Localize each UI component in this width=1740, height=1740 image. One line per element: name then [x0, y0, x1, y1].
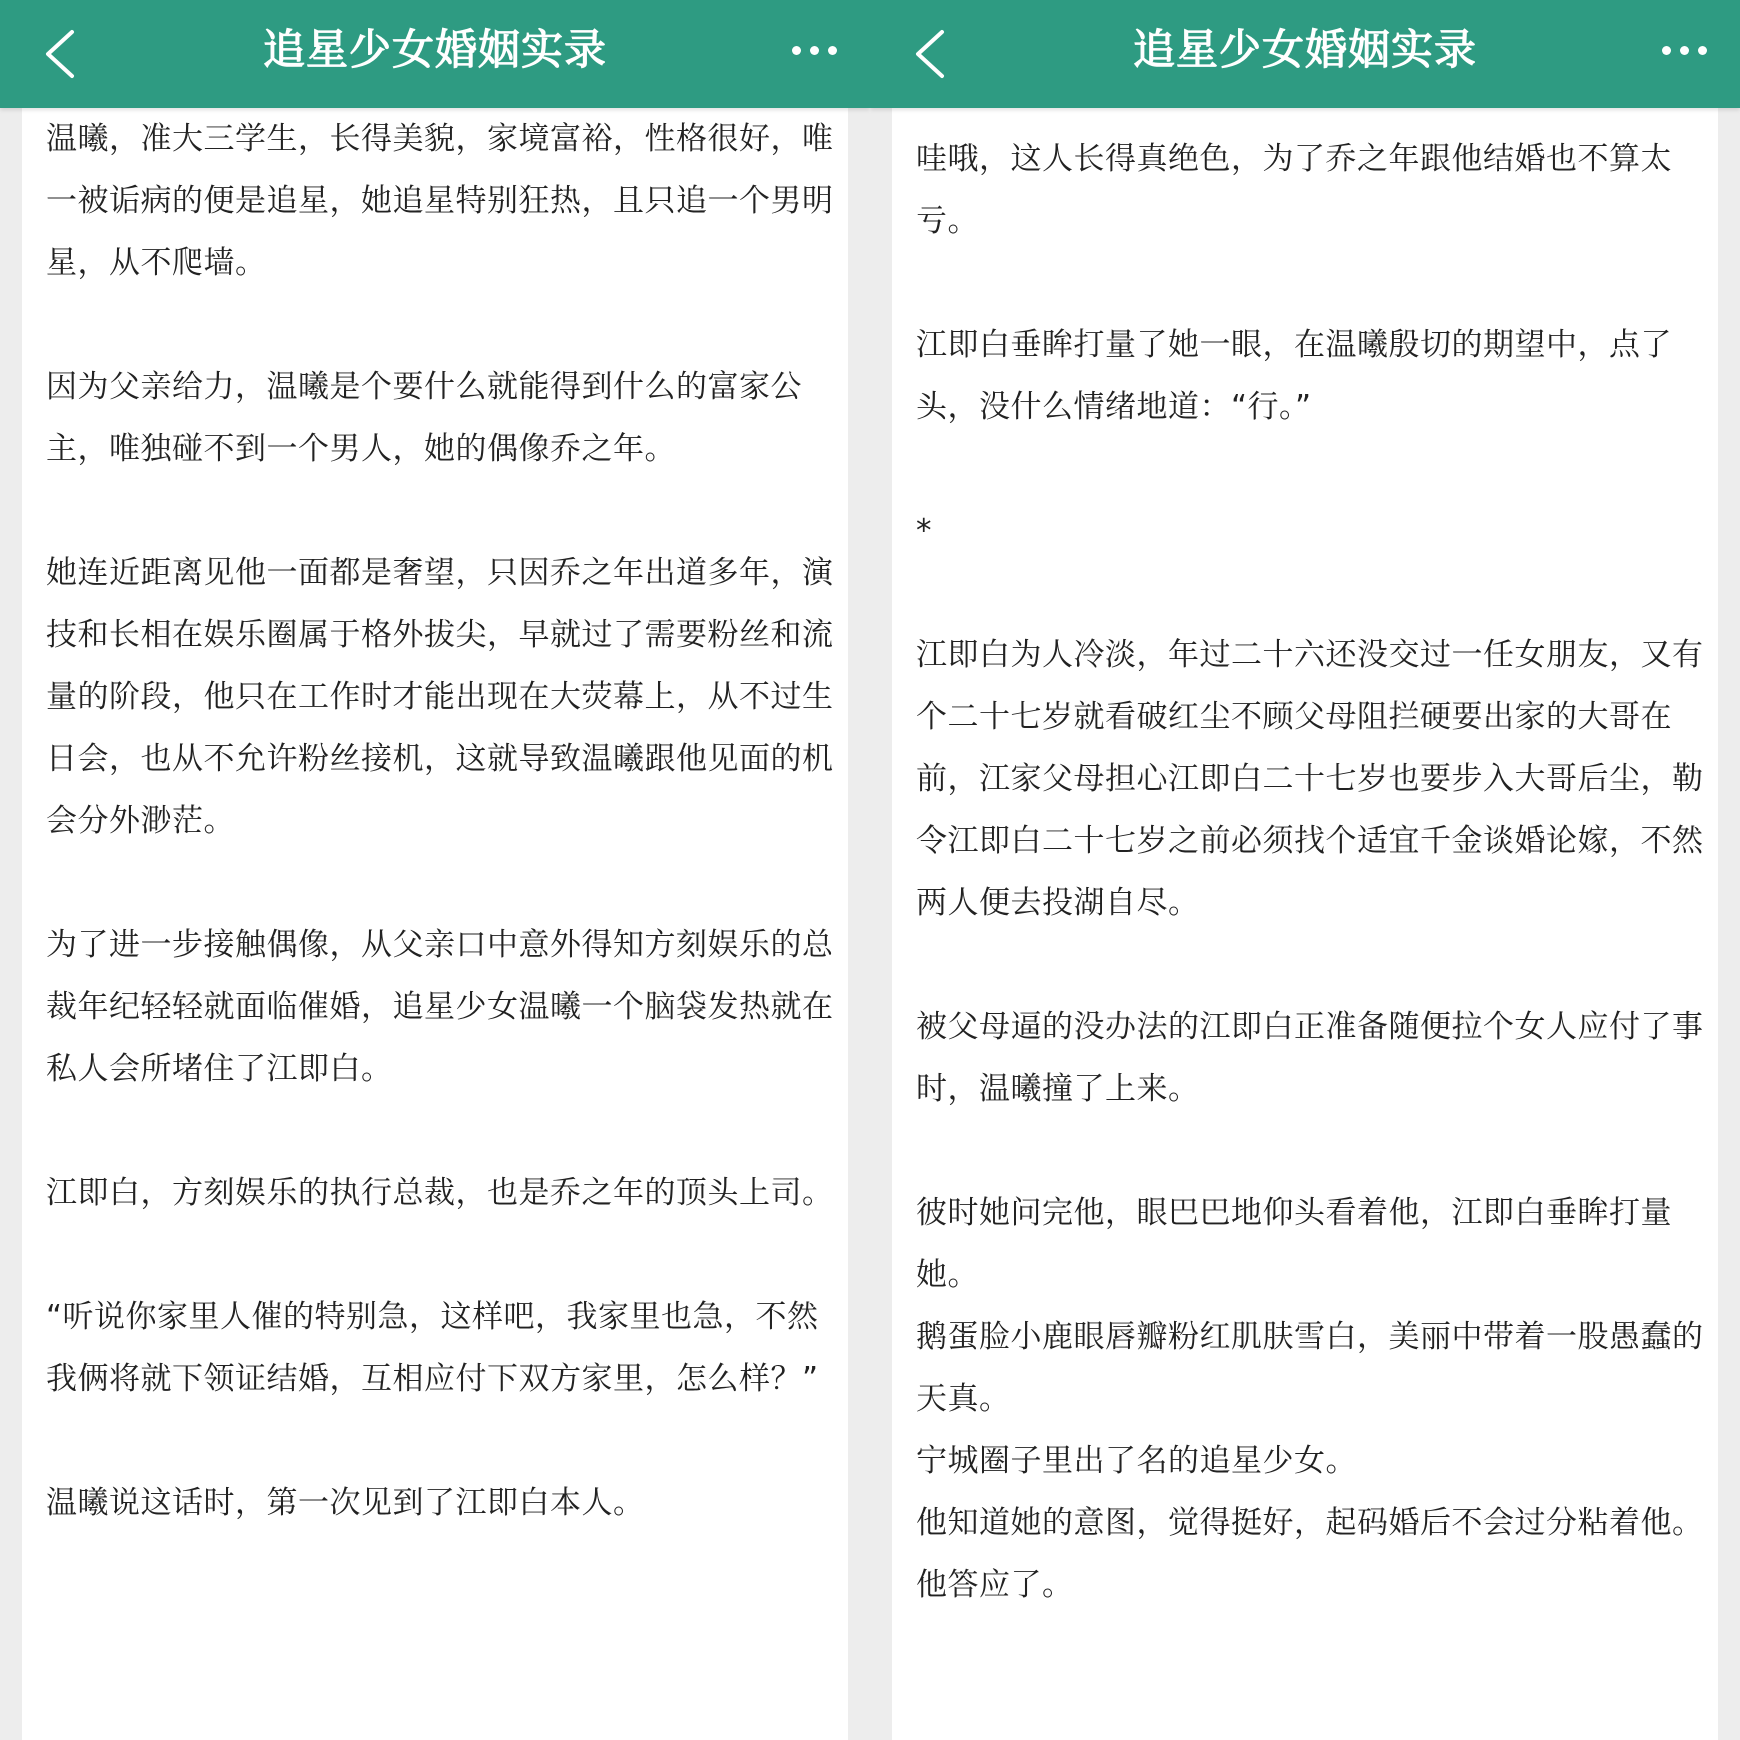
- chapter-text: [916, 128, 1706, 1616]
- paragraph: 江即白为人冷淡，年过二十六还没交过一任女朋友，又有个二十七岁就看破红尘不顾父母阻拦硬要出家的大哥在前，江家父母担心江即白二十七岁也要步入大哥后尘，勒令江即白二十七岁之前必须找个适宜千金谈婚论嫁，不然两人便去投湖自尽。: [916, 637, 1704, 921]
- paragraph: 温曦说这话时，第一次见到了江即白本人。: [46, 1485, 645, 1521]
- more-horizontal-icon[interactable]: [790, 28, 840, 72]
- paragraph: “听说你家里人催的特别急，这样吧，我家里也急，不然我俩将就下领证结婚，互相应付下双方家里，怎么样？”: [46, 1299, 819, 1397]
- reader-page[interactable]: [892, 108, 1718, 1740]
- more-horizontal-icon[interactable]: [1660, 28, 1710, 72]
- paragraph: 她连近距离见他一面都是奢望，只因乔之年出道多年，演技和长相在娱乐圈属于格外拔尖，早就过了需要粉丝和流量的阶段，他只在工作时才能出现在大荧幕上，从不过生日会，也从不允许粉丝接机，这就导致温曦跟他见面的机会分外渺茫。: [46, 555, 834, 839]
- paragraph: 江即白垂眸打量了她一眼，在温曦殷切的期望中，点了头，没什么情绪地道：“行。”: [916, 327, 1672, 425]
- paragraph: 哇哦，这人长得真绝色，为了乔之年跟他结婚也不算太亏。: [916, 141, 1672, 239]
- top-nav-bar: [0, 0, 870, 108]
- paragraph: 鹅蛋脸小鹿眼唇瓣粉红肌肤雪白，美丽中带着一股愚蠢的天真。: [916, 1319, 1704, 1417]
- paragraph: 宁城圈子里出了名的追星少女。: [916, 1443, 1357, 1479]
- paragraph: 他答应了。: [916, 1567, 1074, 1603]
- paragraph: 江即白，方刻娱乐的执行总裁，也是乔之年的顶头上司。: [46, 1175, 834, 1211]
- paragraph: 彼时她问完他，眼巴巴地仰头看着他，江即白垂眸打量她。: [916, 1195, 1672, 1293]
- paragraph: 被父母逼的没办法的江即白正准备随便拉个女人应付了事时，温曦撞了上来。: [916, 1009, 1704, 1107]
- paragraph: 因为父亲给力，温曦是个要什么就能得到什么的富家公主，唯独碰不到一个男人，她的偶像乔之年。: [46, 369, 802, 467]
- page-title: 追星少女婚姻实录: [262, 25, 607, 74]
- paragraph: 他知道她的意图，觉得挺好，起码婚后不会过分粘着他。: [916, 1505, 1704, 1541]
- paragraph: 为了进一步接触偶像，从父亲口中意外得知方刻娱乐的总裁年纪轻轻就面临催婚，追星少女温曦一个脑袋发热就在私人会所堵住了江即白。: [46, 927, 834, 1087]
- section-break: *: [916, 513, 932, 549]
- paragraph: 温曦，准大三学生，长得美貌，家境富裕，性格很好，唯一被诟病的便是追星，她追星特别狂热，且只追一个男明星，从不爬墙。: [46, 121, 834, 281]
- chapter-text: [46, 108, 836, 1534]
- chevron-left-icon[interactable]: [34, 24, 94, 84]
- reader-page[interactable]: [22, 108, 848, 1740]
- chevron-left-icon[interactable]: [904, 24, 964, 84]
- page-title: 追星少女婚姻实录: [1132, 25, 1477, 74]
- right-reader-panel: [870, 0, 1740, 1740]
- top-nav-bar: [870, 0, 1740, 108]
